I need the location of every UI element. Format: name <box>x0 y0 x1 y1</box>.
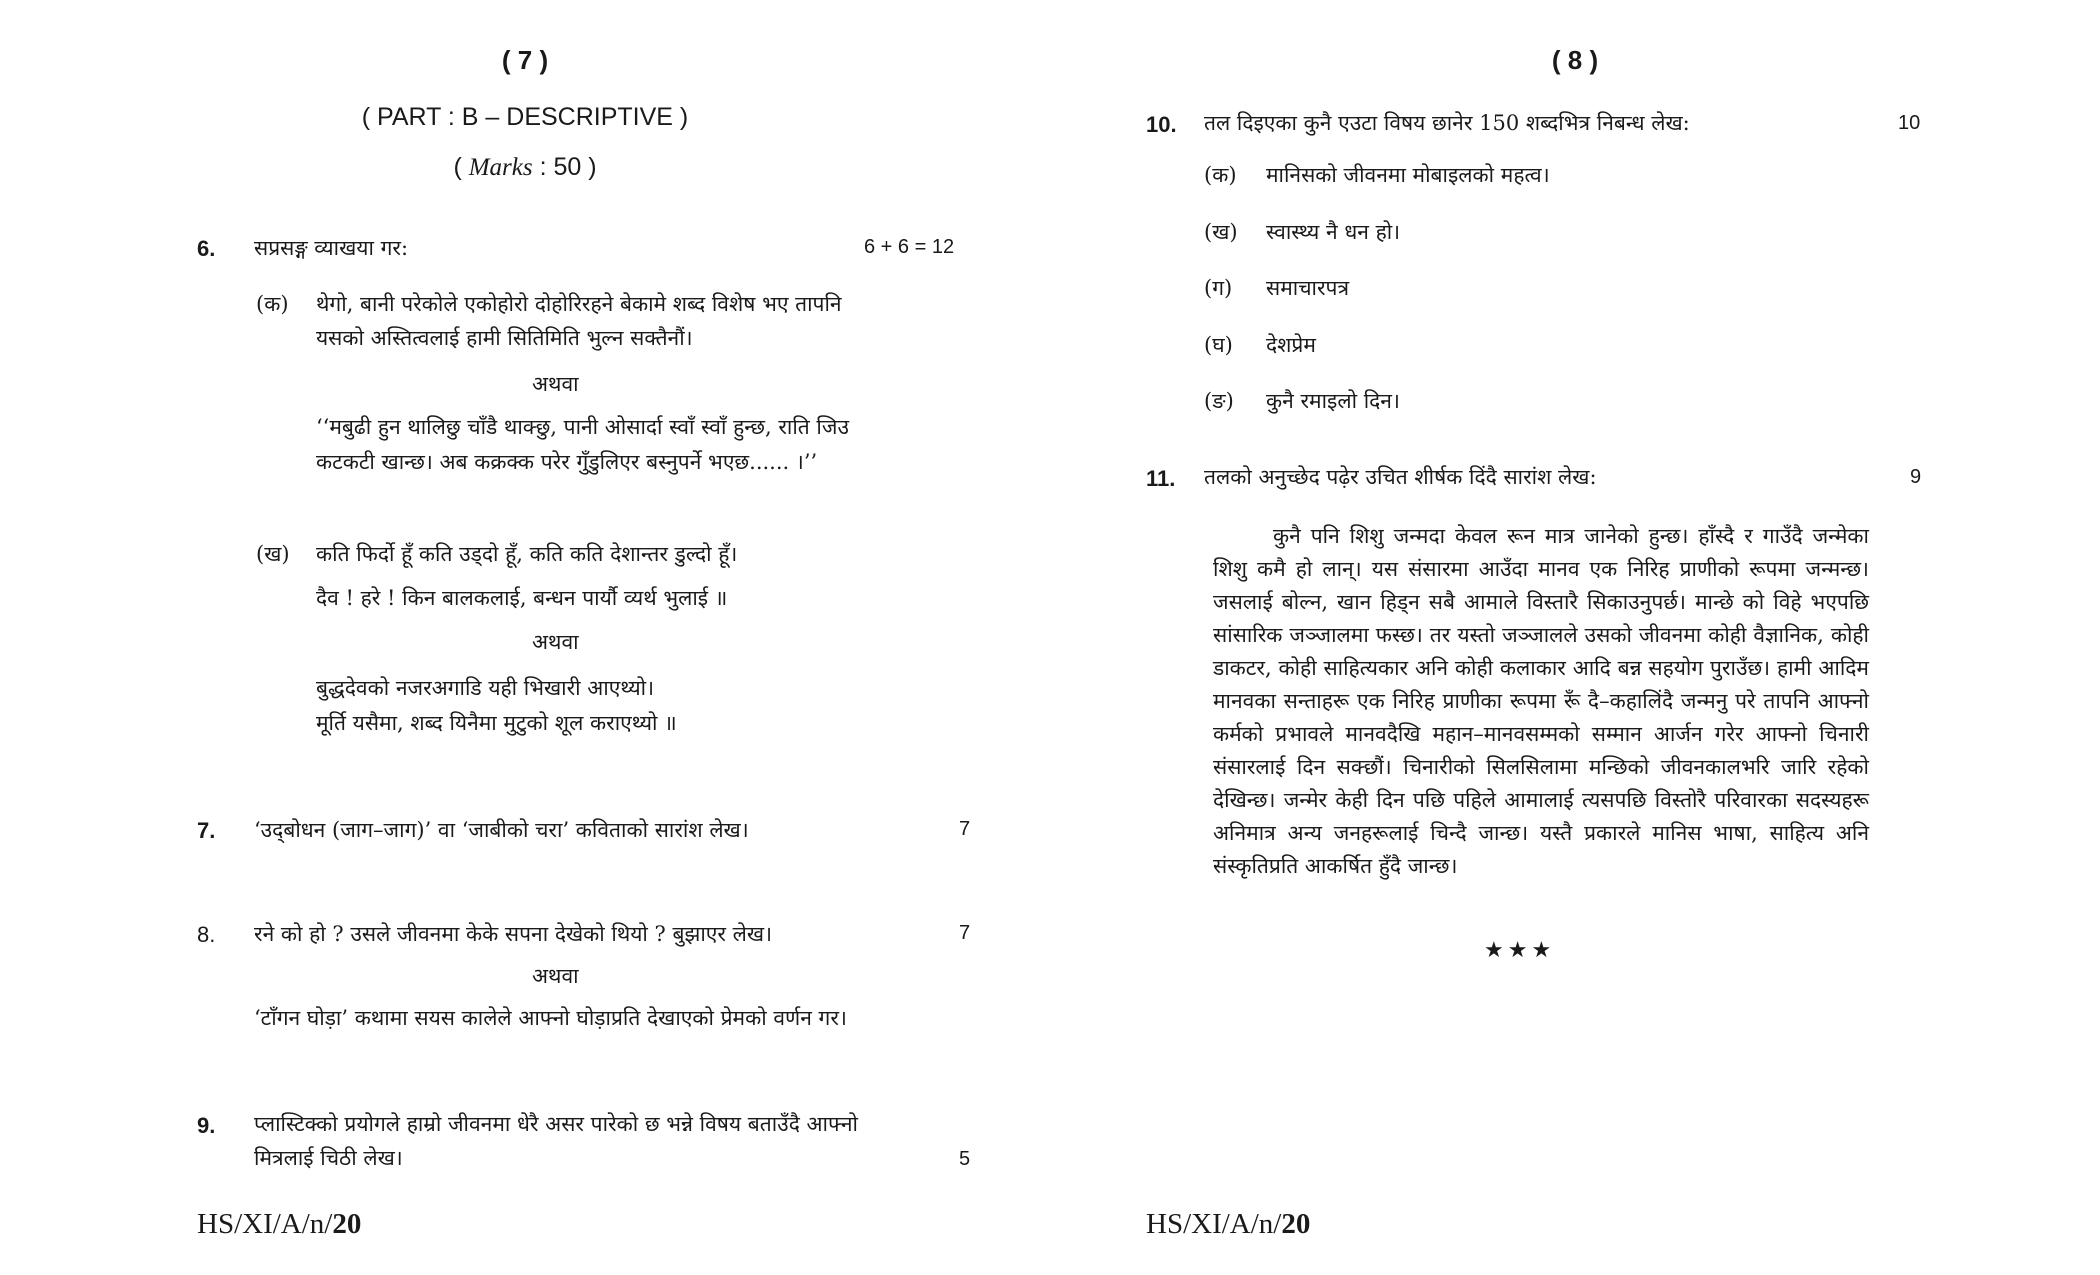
q6-ka-alt-line2: कटकटी खान्छ। अब कक्रक्क परेर गुँडुलिएर बस्नुपर्ने भएछ...... ।’’ <box>316 450 818 474</box>
q6-ka-alt-line1: ‘‘मबुढी हुन थालिछु चाँडै थाक्छु, पानी ओसार्दा स्वाँ स्वाँ हुन्छ, राति जिउ <box>316 415 849 439</box>
q6-ka-line1: थेगो, बानी परेकोले एकोहोरो दोहोरिरहने बेकामे शब्द विशेष भए तापनि <box>316 292 842 316</box>
q7-number: 7. <box>197 818 216 843</box>
q10-option-text: देशप्रेम <box>1266 333 1316 357</box>
q8-or: अथवा <box>532 964 579 988</box>
marks-label: Marks <box>468 154 533 181</box>
q6-kha-alt-line1: बुद्धदेवको नजरअगाडि यही भिखारी आएथ्यो। <box>316 676 655 700</box>
q9-number: 9. <box>197 1113 216 1138</box>
page-number: ( 7 ) <box>501 45 549 75</box>
q6-kha-line2: दैव ! हरे ! किन बालकलाई, बन्धन पार्यौ व्यर्थ भुलाई ॥ <box>316 586 728 610</box>
q10-option-label: (ग) <box>1204 276 1233 300</box>
q8-marks: 7 <box>959 922 971 944</box>
q6-ka-label: (क) <box>256 292 289 316</box>
q9-line2: मित्रलाई चिठी लेख। <box>254 1146 403 1170</box>
q6-text: सप्रसङ्ग व्याखया गर: <box>254 236 409 260</box>
end-marker: ★★★ <box>1484 938 1556 963</box>
q6-kha-alt-line2: मूर्ति यसैमा, शब्द यिनैमा मुटुको शूल कराएथ्यो ॥ <box>316 711 677 735</box>
q9-marks: 5 <box>959 1148 971 1170</box>
q10-marks: 10 <box>1898 112 1921 134</box>
q7-text: ‘उद्‍बोधन (जाग–जाग)’ वा ‘जाबीको चरा’ कविताको सारांश लेख। <box>254 818 749 842</box>
q9-line1: प्लास्टिक्को प्रयोगले हाम्रो जीवनमा धेरै असर पारेको छ भन्ने विषय बताउँदै आफ्नो <box>254 1112 858 1136</box>
q7-marks: 7 <box>959 818 971 840</box>
q10-option-label: (घ) <box>1204 333 1233 357</box>
q10-option-text: समाचारपत्र <box>1266 276 1350 300</box>
marks-suffix: : 50 ) <box>532 153 597 181</box>
q10-option-text: कुनै रमाइलो दिन। <box>1266 389 1400 413</box>
q10-option-label: (ङ) <box>1204 389 1234 413</box>
marks-prefix: ( <box>453 153 469 181</box>
footer-code <box>1146 1208 1310 1241</box>
q6-kha-line1: कति फिर्दो हूँ कति उड्दो हूँ, कति कति देशान्तर डुल्दो हूँ। <box>316 542 738 566</box>
q11-marks: 9 <box>1910 466 1922 488</box>
q10-option-label: (ख) <box>1204 220 1238 244</box>
q8-alt-text: ‘टाँगन घोड़ा’ कथामा सयस कालेले आफ्नो घोड़ाप्रति देखाएको प्रेमको वर्णन गर। <box>254 1006 847 1030</box>
footer-year: 20 <box>1281 1208 1311 1240</box>
q6-number: 6. <box>197 236 216 261</box>
q11-passage: कुनै पनि शिशु जन्मदा केवल रून मात्र जानेको हुन्छ। हाँस्दै र गाउँदै जन्मेका शिशु कमै हो लान्। यस संसारमा आउँदा मानव एक निरिह प्राणीको रूपमा जन्मन्छ। जसलाई बोल्न, खान हिड्न सबै आमाले विस्तारै सिकाउनुपर्छ। मान्छे को विहे भएपछि सांसारिक जञ्जालमा फस्छ। तर यस्तो जञ्जालले उसको जीवनमा कोही वैज्ञानिक, कोही डाकटर, कोही साहित्यकार अनि कोही कलाकार आदि बन्न सहयोग पुराउँछ। हामी आदिम मानवका सन्ताहरू एक निरिह प्राणीका रूपमा रूँ दै–कहालिंदै जन्मनु परे तापनि आफ्नो कर्मको प्रभावले मानवदैखि महान–मानवसम्मको सम्मान आर्जन गरेर आफ्नो चिनारी संसारलाई दिन सक्छौं। चिनारीको सिलसिलामा मन्छिको जीवनकालभरि जारि रहेको देखिन्छ। जन्मेर केही दिन पछि पहिले आमालाई त्यसपछि विस्तोरै परिवारका सदस्यहरू अनिमात्र अन्य जनहरूलाई चिन्दै जान्छ। यस्तै प्रकारले मानिस भाषा, साहित्य अनि संस्कृतिप्रति आकर्षित हुँदै जान्छ। <box>1213 524 1869 878</box>
footer-code <box>197 1208 361 1241</box>
footer-year: 20 <box>332 1208 362 1240</box>
q6-ka-line2: यसको अस्तित्वलाई हामी सितिमिति भुल्न सक्तैनौं। <box>316 326 693 350</box>
total-marks <box>0 153 1050 182</box>
q11-number: 11. <box>1146 466 1176 491</box>
q8-text: रने को हो ? उसले जीवनमा केके सपना देखेको थियो ? बुझाएर लेख। <box>254 922 773 946</box>
q11-text: तलको अनुच्छेद पढ़ेर उचित शीर्षक दिंदै सारांश लेख: <box>1204 465 1597 489</box>
footer-code-text: HS/XI/A/n/ <box>1146 1208 1282 1240</box>
q10-option-label: (क) <box>1204 163 1237 187</box>
q10-number: 10. <box>1146 112 1177 137</box>
q10-option-text: स्वास्थ्य नै धन हो। <box>1266 220 1401 244</box>
q6-kha-label: (ख) <box>256 542 290 566</box>
q10-text: तल दिइएका कुनै एउटा विषय छानेर 150 शब्दभित्र निबन्ध लेख: <box>1204 111 1690 135</box>
q6-or-2: अथवा <box>532 630 579 654</box>
page-number: ( 8 ) <box>1551 45 1599 75</box>
q8-number: 8. <box>197 922 216 947</box>
part-heading: ( PART : B – DESCRIPTIVE ) <box>361 103 689 131</box>
footer-code-text: HS/XI/A/n/ <box>197 1208 333 1240</box>
q6-or-1: अथवा <box>532 372 579 396</box>
q6-marks: 6 + 6 = 12 <box>864 236 955 258</box>
q10-option-text: मानिसको जीवनमा मोबाइलको महत्व। <box>1266 163 1550 187</box>
